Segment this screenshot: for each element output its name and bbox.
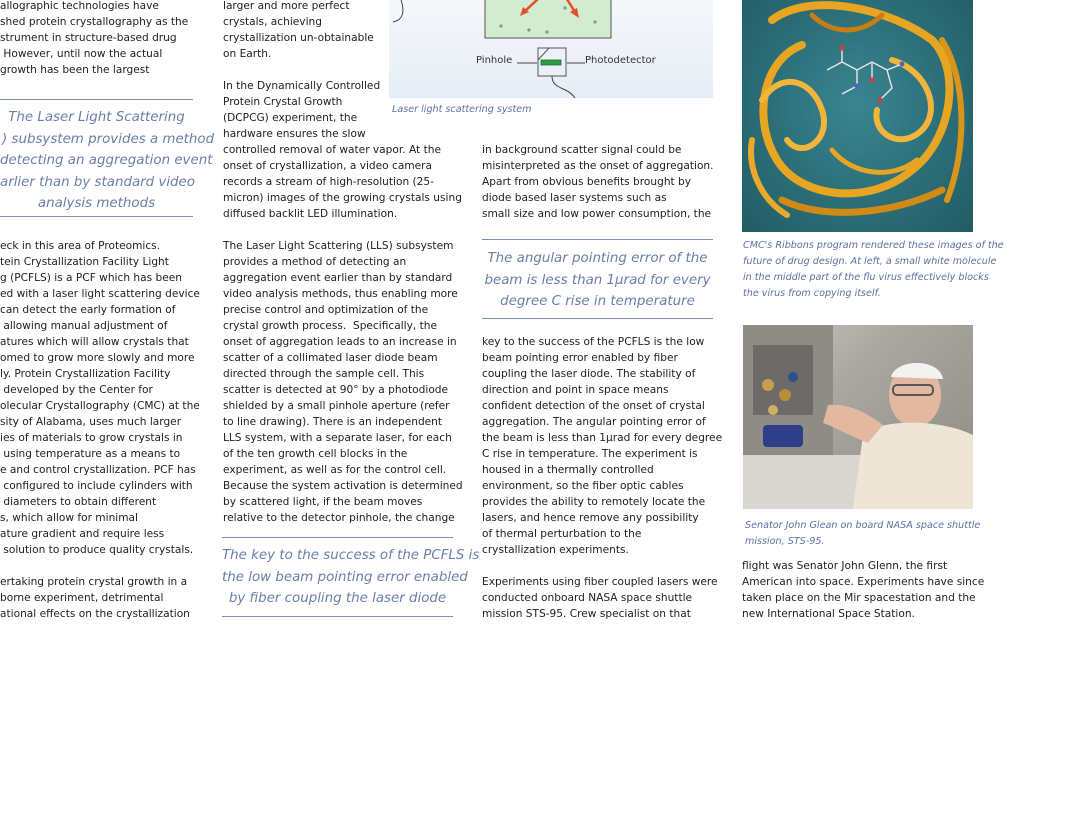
text-line: direction and point in space means: [482, 384, 669, 396]
text-line: new International Space Station.: [742, 608, 915, 620]
pull-quote-line: The angular pointing error of the: [487, 251, 708, 266]
text-line: developed by the Center for: [0, 384, 153, 396]
text-line: can detect the early formation of: [0, 304, 176, 316]
pull-quote-line: analysis methods: [37, 196, 156, 211]
text-line: hardware ensures the slow: [223, 128, 366, 140]
text-line: conducted onboard NASA space shuttle: [482, 592, 693, 604]
ribbon-strand: [763, 5, 949, 193]
pull-quote-line: The key to the success of the PCFLS is: [222, 548, 480, 563]
text-line: In the Dynamically Controlled: [223, 80, 381, 92]
text-line: g (PCFLS) is a PCF which has been: [0, 272, 182, 284]
text-line: precise control and optimization of the: [223, 304, 429, 316]
text-line: lasers, and hence remove any possibility: [482, 512, 699, 524]
crystal-dot: [545, 30, 548, 33]
protein-ribbon-drawing: [742, 0, 973, 232]
pinhole-aperture: [538, 48, 549, 60]
text-line: onset of aggregation leads to an increase in: [223, 336, 457, 348]
pull-quote-line: detecting an aggregation event: [0, 153, 213, 168]
text-line: C rise in temperature. The experiment is: [482, 448, 698, 460]
text-line: to line drawing). There is an independent: [223, 416, 443, 428]
text-line: allographic technologies have: [0, 0, 159, 12]
text-line: American into space. Experiments have since: [742, 576, 985, 588]
laser-scattering-diagram: [389, 0, 713, 98]
ribbon-strand: [876, 60, 931, 139]
text-line: sity of Alabama, uses much larger: [0, 416, 182, 428]
text-line: of the ten growth cell blocks in the: [223, 448, 408, 460]
wristband: [763, 425, 803, 447]
text-line: flight was Senator John Glenn, the first: [742, 560, 948, 572]
text-line: diameters to obtain different: [0, 496, 157, 508]
text-line: by scattered light, if the beam moves: [223, 496, 423, 508]
text-line: crystals, achieving: [223, 16, 322, 28]
text-line: crystallization experiments.: [482, 544, 629, 556]
text-line: tein Crystallization Facility Light: [0, 256, 169, 268]
text-line: e and control crystallization. PCF has: [0, 464, 196, 476]
pull-quote-line: beam is less than 1µrad for every: [484, 272, 711, 288]
text-line: diode based laser systems such as: [482, 192, 667, 204]
text-line: crystallization un-obtainable: [223, 32, 374, 44]
caption-line: the virus from copying itself.: [743, 288, 881, 299]
pull-quote-line: arlier than by standard video: [0, 174, 195, 190]
crystal-dot: [527, 28, 530, 31]
text-line: on Earth.: [223, 48, 272, 60]
crystal-dot: [499, 24, 502, 27]
caption-line: Laser light scattering system: [392, 104, 532, 115]
text-line: provides the ability to remotely locate the: [482, 496, 706, 508]
text-line: mission STS-95. Crew specialist on that: [482, 608, 691, 620]
column-1-top: [0, 0, 190, 78]
text-line: small size and low power consumption, the: [482, 208, 712, 220]
molecule-icon: [827, 48, 902, 100]
text-line: ertaking protein crystal growth in a: [0, 576, 188, 588]
text-line: diffused backlit LED illumination.: [223, 208, 398, 220]
text-line: coupling the laser diode. The stability of: [482, 368, 696, 380]
diagram-drawing: [389, 0, 713, 98]
text-line: scatter of a collimated laser diode beam: [223, 352, 438, 364]
crystal-dot: [593, 20, 596, 23]
pull-quote-line: by fiber coupling the laser diode: [228, 591, 447, 606]
pull-quote-line: ) subsystem provides a method: [2, 131, 215, 147]
text-line: environment, so the fiber optic cables: [482, 480, 684, 492]
text-line: s, which allow for minimal: [0, 512, 138, 524]
text-line: beam pointing error enabled by fiber: [482, 352, 678, 364]
text-line: records a stream of high-resolution (25-: [223, 176, 434, 188]
text-line: Protein Crystal Growth: [223, 96, 343, 108]
crystal-dot: [563, 6, 566, 9]
text-line: However, until now the actual: [0, 48, 163, 60]
ribbon-strand: [812, 15, 882, 30]
text-line: housed in a thermally controlled: [482, 464, 654, 476]
protein-ribbon-image: [742, 0, 973, 232]
john-glenn-photo: [743, 325, 973, 509]
text-line: crystal growth process. Specifically, the: [223, 320, 437, 332]
text-line: scatter is detected at 90° by a photodiode: [223, 384, 449, 396]
detector-cable: [552, 76, 575, 98]
text-line: directed through the sample cell. This: [223, 368, 425, 380]
equipment-panel: [753, 345, 813, 415]
text-line: key to the success of the PCFLS is the low: [482, 336, 705, 348]
text-line: ly. Protein Crystallization Facility: [0, 368, 171, 380]
text-line: Experiments using fiber coupled lasers were: [482, 576, 718, 588]
column-3-body: [482, 334, 723, 622]
text-line: shed protein crystallography as the: [0, 16, 189, 28]
molecule-atoms: [840, 46, 883, 103]
text-line: allowing manual adjustment of: [0, 320, 168, 332]
text-line: aggregation event earlier than by standard: [223, 272, 453, 284]
text-line: provides a method of detecting an: [223, 256, 407, 268]
text-line: relative to the detector pinhole, the change: [223, 512, 455, 524]
caption-line: Senator John Glean on board NASA space shuttle: [745, 520, 981, 531]
caption-line: in the middle part of the flu virus effectively blocks: [743, 272, 989, 283]
text-line: using temperature as a means to: [0, 448, 181, 460]
text-line: configured to include cylinders with: [0, 480, 193, 492]
pull-quote-pointing-error: [482, 239, 713, 319]
text-line: atures which will allow crystals that: [0, 336, 189, 348]
text-line: confident detection of the onset of crystal: [482, 400, 705, 412]
pull-quote-lls: [0, 99, 215, 217]
text-line: strument in structure-based drug: [0, 32, 177, 44]
pull-quote-line: The Laser Light Scattering: [8, 110, 185, 125]
text-line: solution to produce quality crystals.: [0, 544, 194, 556]
text-line: shielded by a small pinhole aperture (refer: [223, 400, 450, 412]
text-line: experiment, as well as for the control cell.: [223, 464, 447, 476]
pull-quote-line: degree C rise in temperature: [500, 294, 695, 309]
ribbon-strand: [832, 150, 917, 172]
text-line: Apart from obvious benefits brought by: [482, 176, 692, 188]
text-line: omed to grow more slowly and more: [0, 352, 195, 364]
text-line: ed with a laser light scattering device: [0, 288, 200, 300]
column-1-body: [0, 238, 200, 622]
text-line: borne experiment, detrimental: [0, 592, 164, 604]
text-line: (DCPCG) experiment, the: [223, 112, 358, 124]
text-line: onset of crystallization, a video camera: [223, 160, 433, 172]
text-line: controlled removal of water vapor. At the: [223, 144, 441, 156]
text-line: olecular Crystallography (CMC) at the: [0, 400, 200, 412]
text-line: eck in this area of Proteomics.: [0, 240, 161, 252]
text-line: misinterpreted as the onset of aggregation.: [482, 160, 714, 172]
glenn-caption: [745, 518, 981, 550]
column-3-top: [482, 142, 714, 222]
diagram-caption: [392, 102, 712, 118]
caption-line: mission, STS-95.: [745, 536, 825, 547]
photodetector-icon: [541, 60, 561, 65]
text-line: micron) images of the growing crystals using: [223, 192, 462, 204]
text-line: ational effects on the crystallization: [0, 608, 190, 620]
text-line: growth has been the largest: [0, 64, 150, 76]
caption-line: CMC's Ribbons program rendered these images of the: [743, 240, 1004, 251]
text-line: larger and more perfect: [223, 0, 350, 12]
protein-caption: [743, 238, 1004, 302]
text-line: of thermal perturbation to the: [482, 528, 642, 540]
text-line: ature gradient and require less: [0, 528, 165, 540]
photodetector-label: Photodetector: [585, 55, 656, 66]
column-4-body: [742, 558, 985, 622]
seat: [743, 455, 863, 509]
hair: [891, 363, 943, 379]
text-line: video analysis methods, thus enabling more: [223, 288, 458, 300]
text-line: the beam is less than 1µrad for every degree: [482, 432, 723, 444]
text-line: in background scatter signal could be: [482, 144, 682, 156]
pinhole-label: Pinhole: [476, 55, 513, 66]
text-line: The Laser Light Scattering (LLS) subsystem: [223, 240, 454, 252]
photo-drawing: [743, 325, 973, 509]
text-line: aggregation. The angular pointing error of: [482, 416, 706, 428]
pull-quote-line: the low beam pointing error enabled: [222, 569, 468, 585]
text-line: LLS system, with a separate laser, for each: [223, 432, 452, 444]
text-line: Because the system activation is determined: [223, 480, 463, 492]
fiber-line: [393, 0, 403, 22]
caption-line: future of drug design. At left, a small white molecule: [743, 256, 997, 267]
text-line: ies of materials to grow crystals in: [0, 432, 183, 444]
text-line: taken place on the Mir spacestation and the: [742, 592, 976, 604]
pull-quote-pcfls: [222, 537, 480, 617]
